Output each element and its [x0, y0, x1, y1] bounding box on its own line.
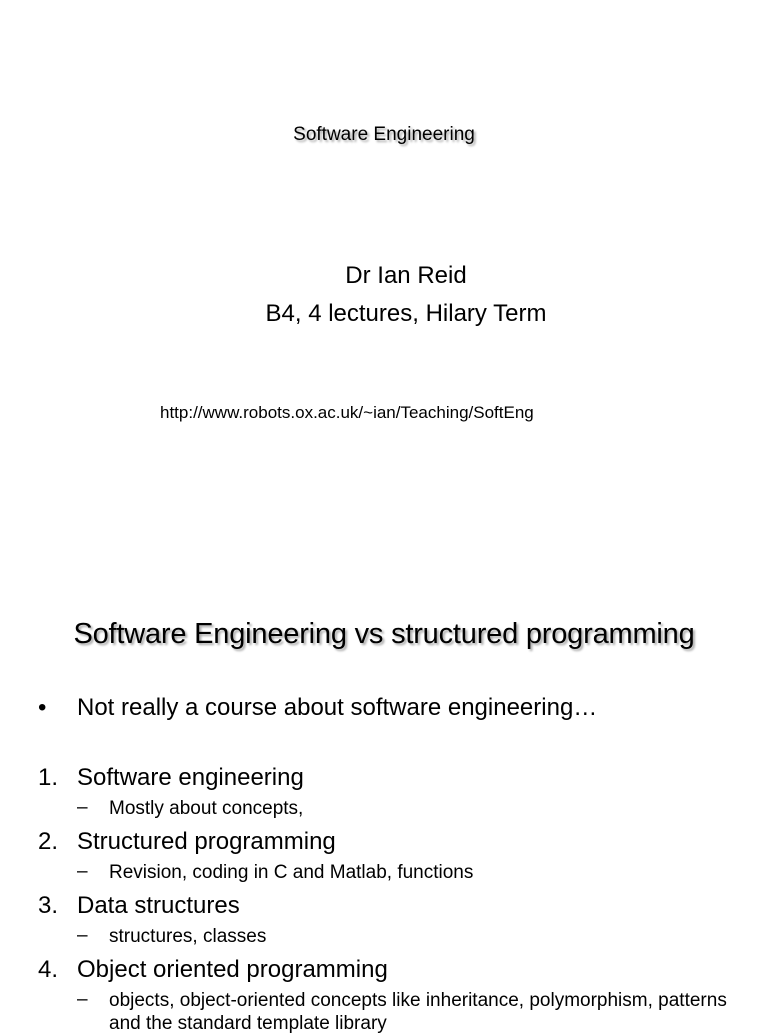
sub-item-text: Revision, coding in C and Matlab, functions [109, 862, 474, 883]
course-info: B4, 4 lectures, Hilary Term [265, 300, 547, 327]
slide-title: Software Engineering [293, 124, 475, 145]
course-url: http://www.robots.ox.ac.uk/~ian/Teaching/SoftEng [160, 403, 534, 422]
dash-mark: – [77, 797, 88, 818]
dash-mark: – [77, 989, 88, 1010]
author-name: Dr Ian Reid [345, 262, 467, 289]
item-number: 4. [38, 956, 59, 983]
item-number: 3. [38, 892, 59, 919]
sub-item-text: Mostly about concepts, [109, 798, 304, 819]
sub-item-text: objects, object-oriented concepts like inheritance, polymorphism, patterns and the standard template library [109, 990, 727, 1034]
dash-mark: – [77, 861, 88, 882]
slide-title: Software Engineering vs structured programming [73, 618, 695, 650]
bullet-mark: • [38, 694, 47, 721]
item-label: Software engineering [77, 764, 304, 791]
item-label: Object oriented programming [77, 956, 388, 983]
sub-item-text: structures, classes [109, 926, 267, 947]
item-label: Data structures [77, 892, 240, 919]
bullet-text: Not really a course about software engineering… [77, 694, 598, 721]
item-number: 1. [38, 764, 59, 791]
dash-mark: – [77, 925, 88, 946]
item-label: Structured programming [77, 828, 336, 855]
content-slide [0, 580, 768, 1034]
item-number: 2. [38, 828, 59, 855]
